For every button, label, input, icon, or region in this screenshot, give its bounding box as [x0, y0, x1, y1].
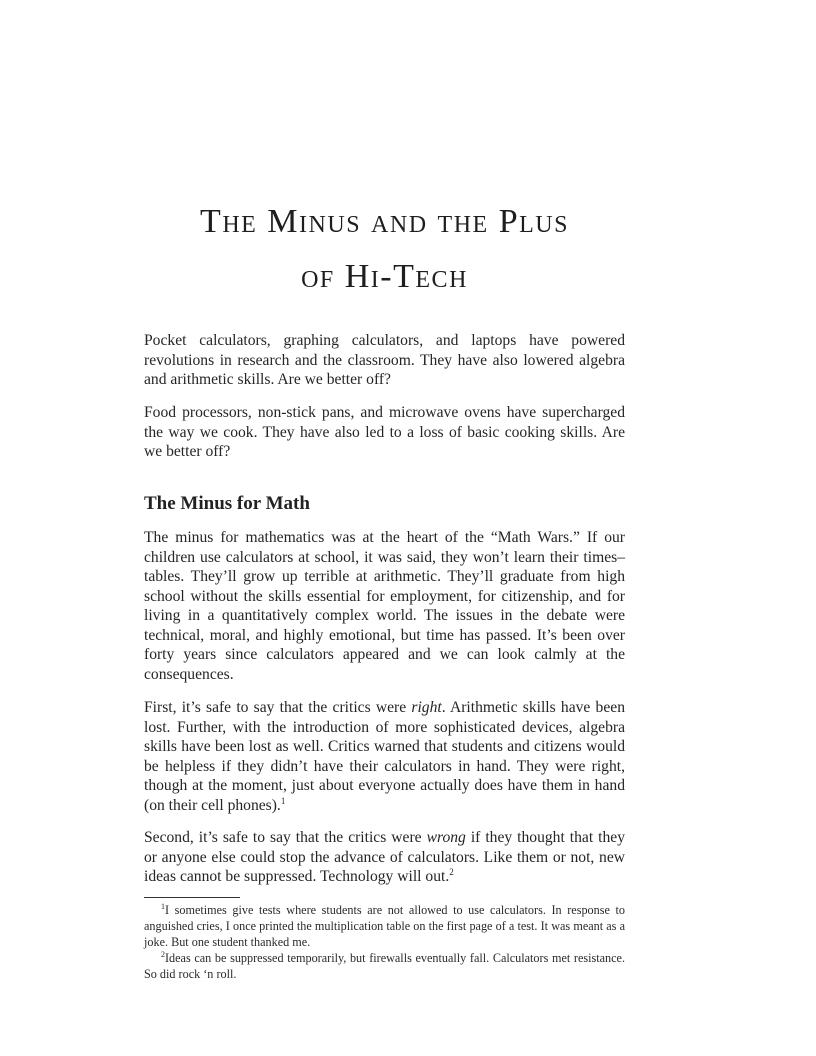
body-paragraph-2 [144, 698, 625, 815]
intro-paragraph-1: Pocket calculators, graphing calculators, and laptops have powered revolutions in research and the classroom. They have also lowered algebra and arithmetic skills. Are we better off? [144, 332, 625, 388]
body-paragraph-3 [144, 828, 625, 887]
footnote-mark: 1 [161, 902, 165, 911]
body-text: Second, it’s safe to say that the critics were [144, 829, 427, 846]
footnote-1 [144, 902, 625, 951]
footnote-reference[interactable]: 1 [280, 795, 286, 806]
section-heading: The Minus for Math [144, 493, 310, 514]
body-text: First, it’s safe to say that the critics were [144, 699, 412, 716]
body-paragraph-1: The minus for mathematics was at the heart of the “Math Wars.” If our children use calculators at school, it was said, they won’t learn their times–tables. They’ll grow up terrible at arithmetic. They’ll graduate from high school without the skills essential for employment, for citizenship, and for living in a quantitatively complex world. The issues in the debate were technical, moral, and highly emotional, but time has passed. It’s been over forty years since calculators appeared and we can look calmly at the consequences. [144, 529, 625, 683]
emphasis-text: wrong [426, 829, 466, 846]
footnote-2 [144, 950, 625, 982]
footnote-text: Ideas can be suppressed temporarily, but firewalls eventually fall. Calculators met resistance. So did rock ‘n roll. [144, 951, 625, 982]
footnote-text: I sometimes give tests where students are not allowed to use calculators. In response to anguished cries, I once printed the multiplication table on the first page of a test. It was meant as a joke. But one student thanked me. [144, 903, 625, 950]
emphasis-text: right [411, 699, 442, 716]
body-text: if they thought that they or anyone else could stop the advance of calculators. Like them or not, new ideas cannot be suppressed. Technology will out. [144, 829, 626, 885]
footnote-mark: 2 [161, 950, 165, 959]
intro-paragraph-2: Food processors, non-stick pans, and microwave ovens have supercharged the way we cook. They have also led to a loss of basic cooking skills. Are we better off? [144, 404, 625, 460]
page-title-line-2: of Hi-Tech [301, 258, 468, 295]
footnote-divider [144, 897, 240, 898]
page-title-line-1: The Minus and the Plus [200, 203, 569, 240]
document-page [144, 0, 625, 1056]
footnote-reference[interactable]: 2 [449, 867, 454, 877]
body-text: . Arithmetic skills have been lost. Further, with the introduction of more sophisticated devices, algebra skills have been lost as well. Critics warned that students and citizens would be helpless if they didn’t have their calculators in hand. They were right, though at the moment, just about everyone actually does have them in hand (on their cell phones). [144, 699, 625, 814]
